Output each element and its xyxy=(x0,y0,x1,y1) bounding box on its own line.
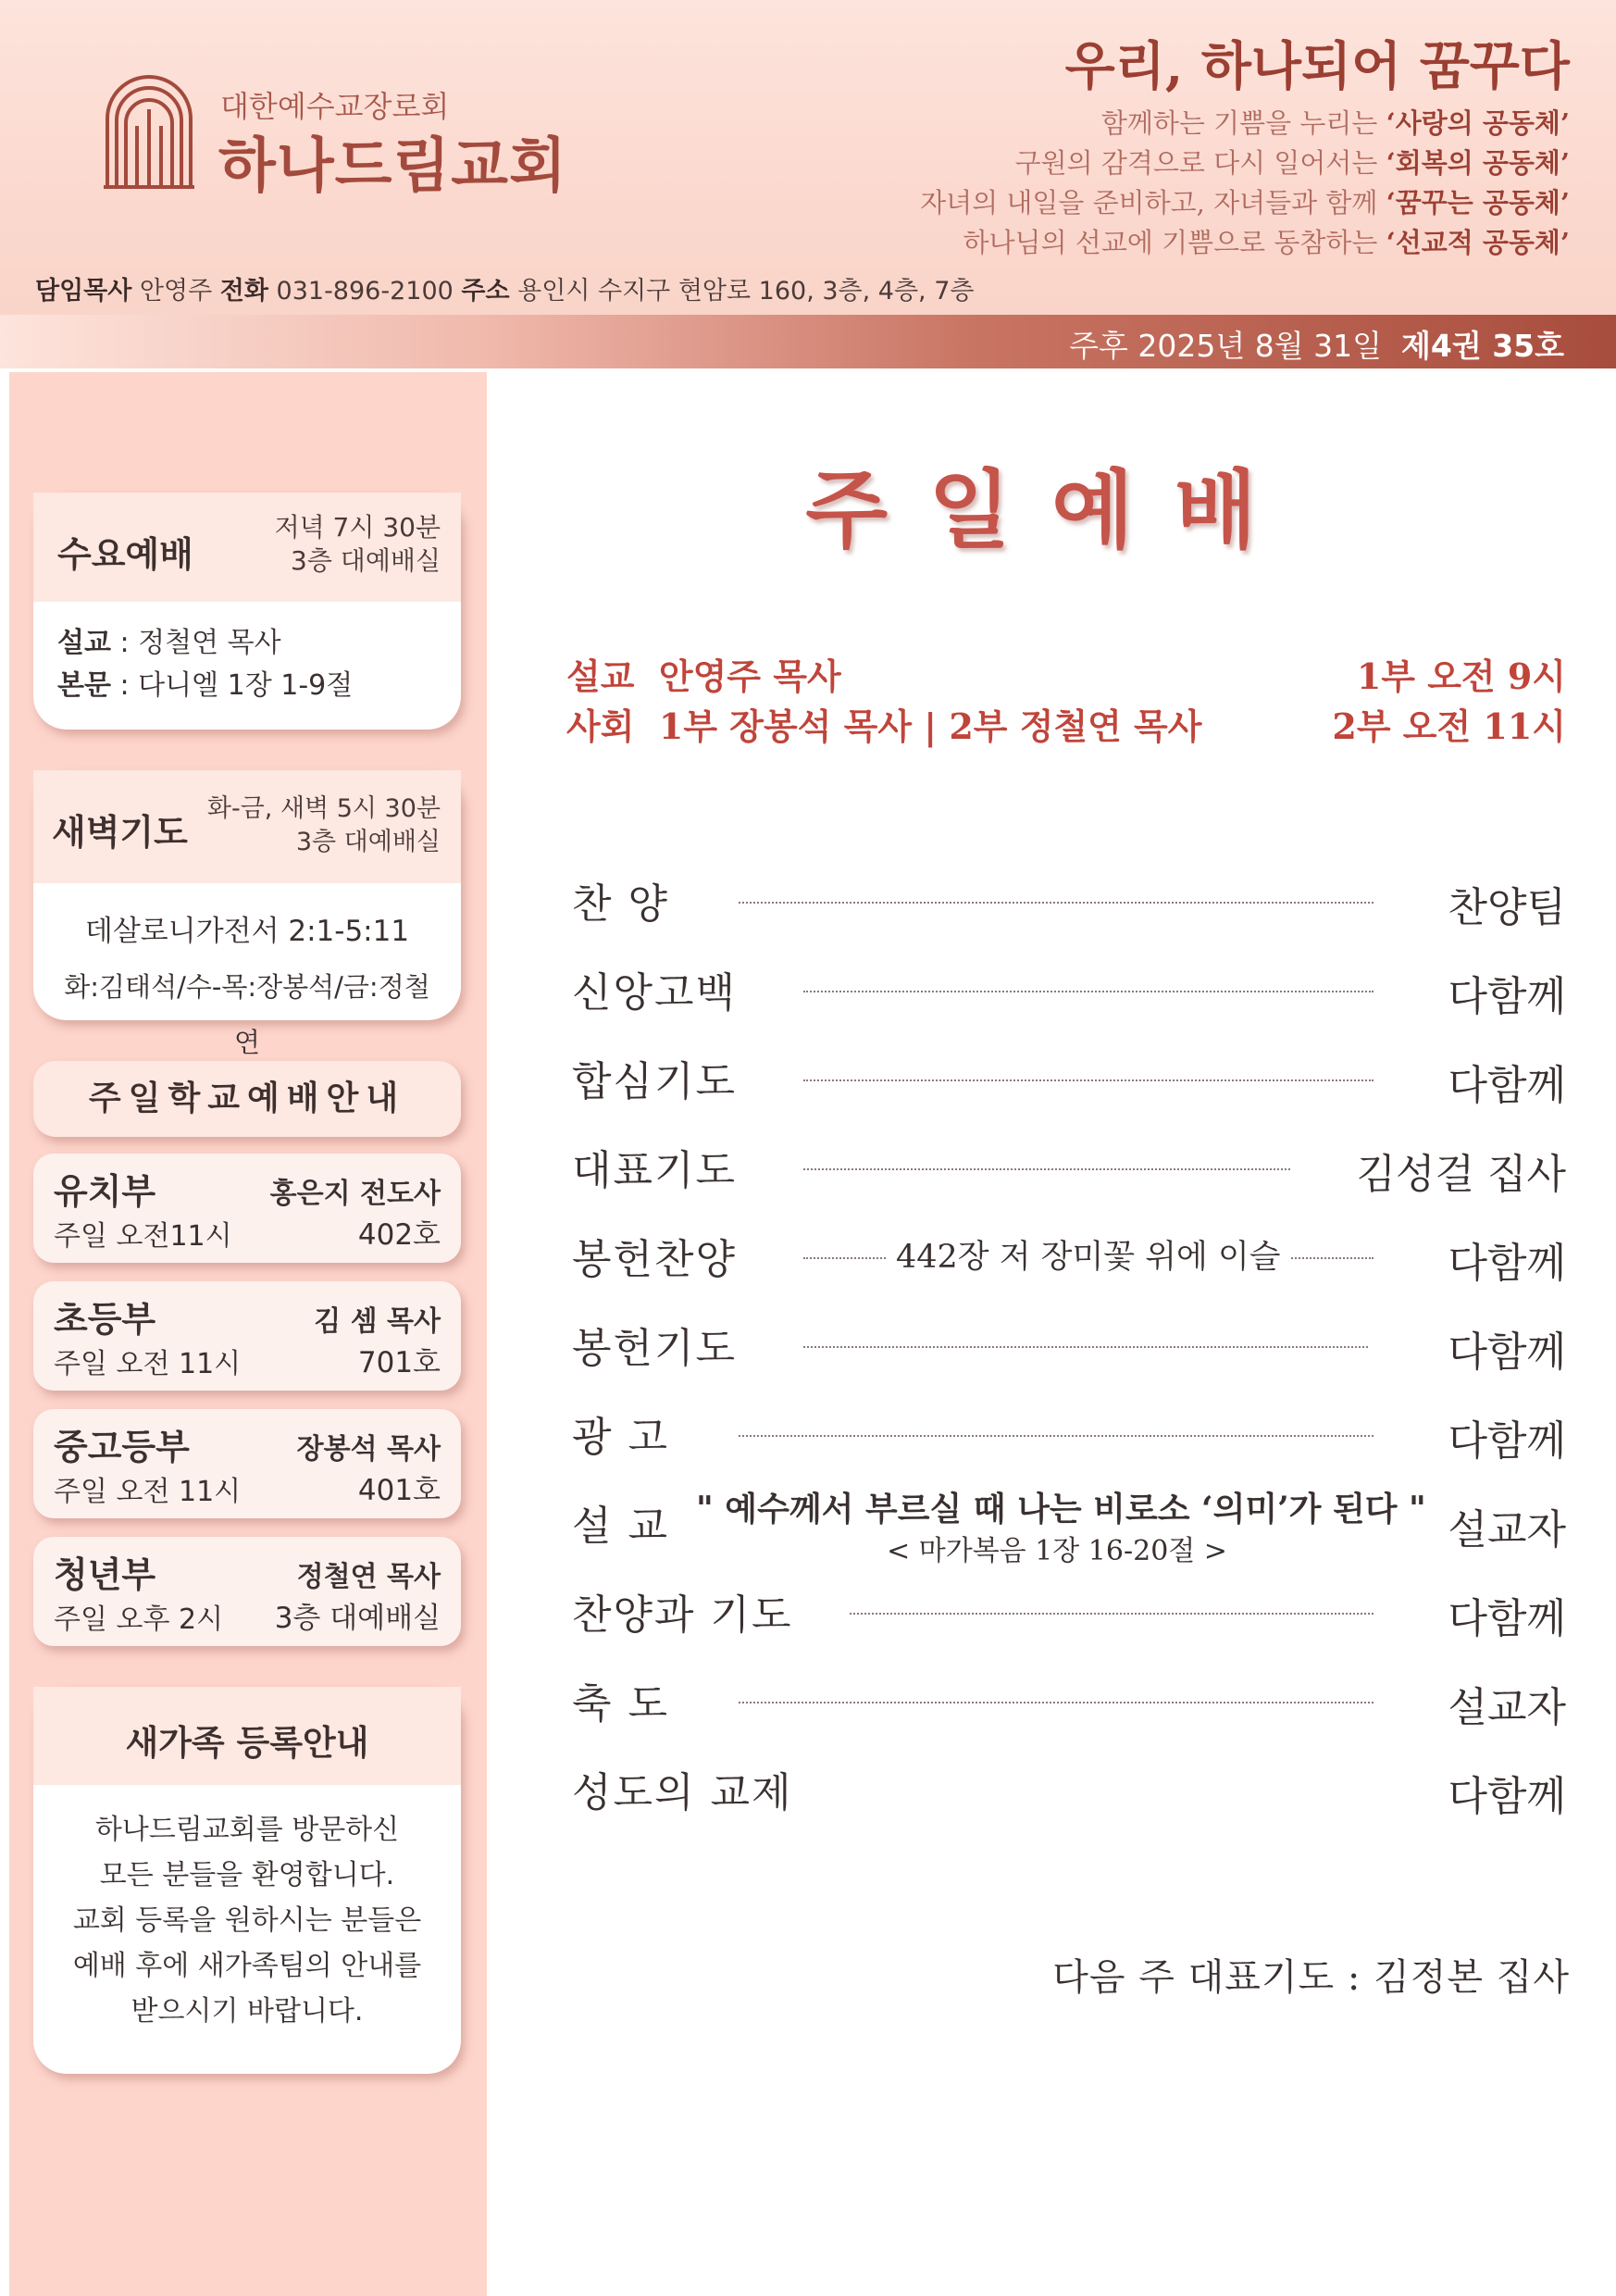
order-item: 찬양과 기도 다함께 xyxy=(572,1591,1566,1642)
card-title: 새가족 등록안내 xyxy=(125,1723,369,1763)
vision-line: 구원의 감격으로 다시 일어서는 ‘회복의 공동체’ xyxy=(1014,147,1570,179)
order-item: 찬 양 찬양팀 xyxy=(572,880,1566,931)
bulletin-date: 주후 2025년 8월 31일 제4권 35호 xyxy=(1069,328,1564,364)
order-item: 축 도 설교자 xyxy=(572,1680,1566,1731)
newcomer-card xyxy=(33,1687,461,2074)
order-item: 광 고 다함께 xyxy=(572,1414,1566,1465)
card-title: 수요예배 xyxy=(57,534,193,575)
church-arch-logo-icon xyxy=(104,72,194,189)
order-item: 합심기도 다함께 xyxy=(572,1058,1566,1109)
card-body: 데살로니가전서 2:1-5:11 화:김태석/수-목:장봉석/금:정철연 xyxy=(64,915,430,1058)
offering-hymn: 442장 저 장미꽃 위에 이슬 xyxy=(887,1231,1290,1278)
card-time: 화-금, 새벽 5시 30분 3층 대예배실 xyxy=(206,794,441,856)
sidebar xyxy=(9,372,487,2296)
order-item: 봉헌찬양 442장 저 장미꽃 위에 이슬 다함께 xyxy=(572,1226,1566,1281)
page-title: 주일예배 xyxy=(805,460,1298,560)
wednesday-service-card xyxy=(33,493,461,730)
host-row: 사회 1부 장봉석 목사 | 2부 정철연 목사 2부 오전 11시 xyxy=(566,705,1566,747)
card-body: 하나드림교회를 방문하신 모든 분들을 환영합니다. 교회 등록을 원하시는 분들은 예배 후에 새가족팀의 안내를 받으시기 바랍니다. xyxy=(72,1814,422,2028)
sermon-title: " 예수께서 부르실 때 나는 비로소 ‘의미’가 된다 " xyxy=(696,1490,1426,1529)
dawn-prayer-card xyxy=(33,770,461,1058)
next-week-prayer: 다음 주 대표기도 : 김정본 집사 xyxy=(1052,1956,1570,1999)
order-item: 신앙고백 다함께 xyxy=(572,969,1566,1020)
dept-card: 초등부 주일 오전 11시 김 셈 목사 701호 xyxy=(33,1281,461,1391)
vision-statements xyxy=(920,104,1570,263)
contact-info: 담임목사 안영주 전화 031-896-2100 주소 용인시 수지구 현암로 160, 3층, 4층, 7층 xyxy=(35,277,975,306)
sunday-school-title: 주일학교예배안내 xyxy=(33,1061,461,1137)
card-body: 설교 : 정철연 목사 본문 : 다니엘 1장 1-9절 xyxy=(57,627,354,702)
dept-card: 중고등부 주일 오전 11시 장봉석 목사 401호 xyxy=(33,1409,461,1518)
order-item: 성도의 교제 다함께 xyxy=(572,1769,1566,1820)
order-item: 봉헌기도 다함께 xyxy=(572,1325,1566,1376)
dept-card: 청년부 주일 오후 2시 정철연 목사 3층 대예배실 xyxy=(33,1537,461,1646)
denomination-name: 대한예수교장로회 xyxy=(220,89,450,124)
bulletin-header xyxy=(0,0,1616,315)
church-name: 하나드림교회 xyxy=(218,132,567,201)
card-time: 저녁 7시 30분 3층 대예배실 xyxy=(274,512,441,576)
vision-line: 함께하는 기쁨을 누리는 ‘사랑의 공동체’ xyxy=(1100,107,1570,139)
date-bar xyxy=(0,315,1616,368)
sermon-scripture: < 마가복음 1장 16-20절 > xyxy=(887,1535,1227,1567)
vision-line: 하나님의 선교에 기쁨으로 동참하는 ‘선교적 공동체’ xyxy=(963,227,1570,258)
dept-card: 유치부 주일 오전11시 홍은지 전도사 402호 xyxy=(33,1154,461,1263)
order-item: 대표기도 김성걸 집사 xyxy=(572,1147,1566,1198)
card-title: 새벽기도 xyxy=(52,812,188,853)
order-item: 설 교 설교자 xyxy=(572,1503,1566,1554)
preacher-row: 설교 안영주 목사 1부 오전 9시 xyxy=(566,655,1566,697)
church-motto: 우리, 하나되어 꿈꾸다 xyxy=(1064,36,1570,97)
vision-line: 자녀의 내일을 준비하고, 자녀들과 함께 ‘꿈꾸는 공동체’ xyxy=(920,187,1570,218)
